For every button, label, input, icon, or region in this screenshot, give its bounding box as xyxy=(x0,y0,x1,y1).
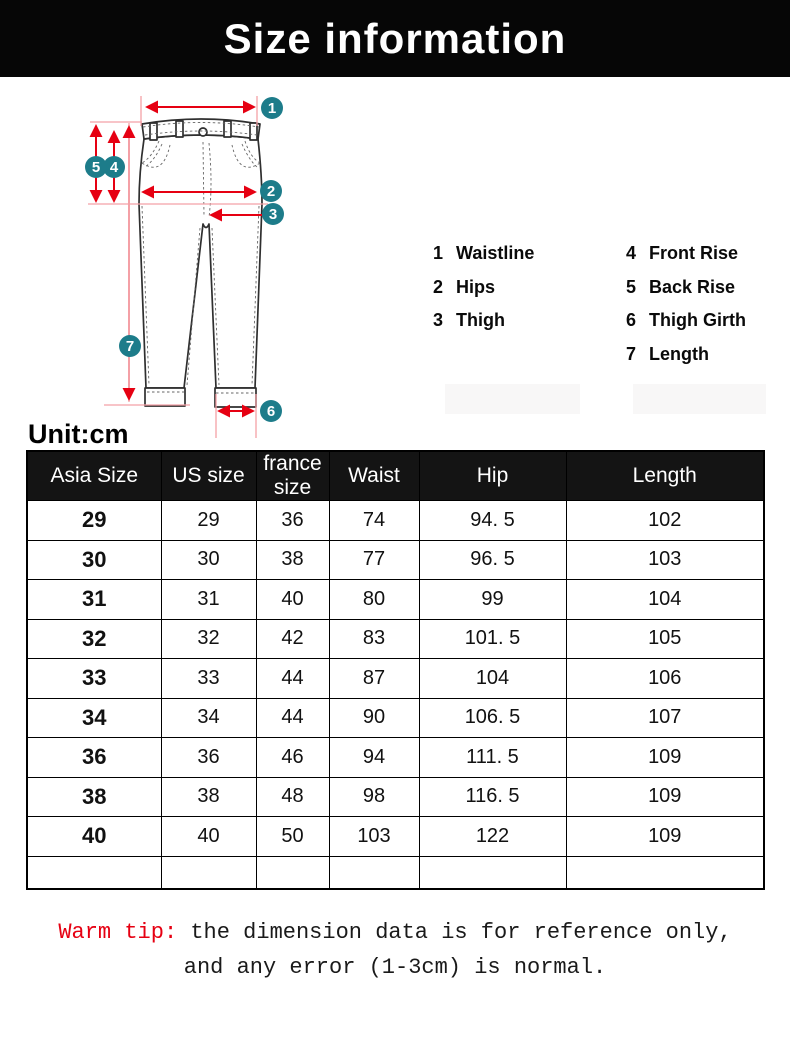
table-cell: 103 xyxy=(329,817,419,857)
table-cell: 40 xyxy=(256,580,329,620)
table-cell: 74 xyxy=(329,501,419,541)
table-cell: 50 xyxy=(256,817,329,857)
table-cell: 90 xyxy=(329,698,419,738)
column-header-waist: Waist xyxy=(329,451,419,501)
table-cell xyxy=(256,856,329,889)
table-cell: 99 xyxy=(419,580,566,620)
legend-item xyxy=(626,271,746,305)
table-row xyxy=(27,817,764,857)
unit-label: Unit:cm xyxy=(28,419,129,449)
table-cell: 32 xyxy=(161,619,256,659)
size-table-body xyxy=(27,501,764,889)
diagram-legend-right xyxy=(626,237,746,371)
legend-item-label: Front Rise xyxy=(649,243,739,264)
table-row xyxy=(27,659,764,699)
table-cell: 106 xyxy=(566,659,764,699)
table-row xyxy=(27,777,764,817)
warm-tip-label: Warm tip: xyxy=(58,920,178,945)
table-row xyxy=(27,698,764,738)
table-cell: 44 xyxy=(256,698,329,738)
table-cell: 102 xyxy=(566,501,764,541)
legend-item-number: 5 xyxy=(626,276,637,297)
table-cell: 29 xyxy=(161,501,256,541)
diagram-marker-front-rise: 4 xyxy=(103,156,125,178)
diagram-marker-thigh-girth: 6 xyxy=(260,400,282,422)
table-cell: 30 xyxy=(27,540,161,580)
title-bar xyxy=(0,0,790,77)
table-cell xyxy=(161,856,256,889)
legend-item-label: Thigh Girth xyxy=(649,310,746,331)
table-cell: 40 xyxy=(27,817,161,857)
table-cell: 38 xyxy=(256,540,329,580)
table-cell: 109 xyxy=(566,817,764,857)
table-cell: 34 xyxy=(161,698,256,738)
diagram-marker-back-rise: 5 xyxy=(85,156,107,178)
guide-lines xyxy=(88,96,268,438)
table-cell: 94. 5 xyxy=(419,501,566,541)
legend-item xyxy=(433,304,534,338)
legend-item-label: Back Rise xyxy=(649,276,736,297)
legend-item xyxy=(626,304,746,338)
column-header-hip: Hip xyxy=(419,451,566,501)
table-cell: 104 xyxy=(419,659,566,699)
column-header-us-size: US size xyxy=(161,451,256,501)
warm-tip xyxy=(0,915,790,985)
table-cell: 103 xyxy=(566,540,764,580)
table-cell: 33 xyxy=(161,659,256,699)
warm-tip-line1: the dimension data is for reference only, xyxy=(190,920,732,945)
table-header-row xyxy=(27,451,764,501)
table-cell: 77 xyxy=(329,540,419,580)
faint-watermark-box xyxy=(445,384,580,414)
diagram-marker-thigh: 3 xyxy=(262,203,284,225)
table-row xyxy=(27,856,764,889)
table-cell: 104 xyxy=(566,580,764,620)
table-cell: 96. 5 xyxy=(419,540,566,580)
legend-item-number: 6 xyxy=(626,310,637,331)
table-cell xyxy=(329,856,419,889)
table-cell: 94 xyxy=(329,738,419,778)
table-cell: 31 xyxy=(27,580,161,620)
table-cell: 38 xyxy=(161,777,256,817)
table-cell: 33 xyxy=(27,659,161,699)
diagram-marker-length: 7 xyxy=(119,335,141,357)
diagram-legend-left xyxy=(433,237,534,338)
table-cell: 111. 5 xyxy=(419,738,566,778)
table-cell: 107 xyxy=(566,698,764,738)
table-row xyxy=(27,580,764,620)
diagram-marker-waistline: 1 xyxy=(261,97,283,119)
table-cell: 40 xyxy=(161,817,256,857)
page-title: Size information xyxy=(223,14,567,62)
column-header-length: Length xyxy=(566,451,764,501)
legend-item-number: 3 xyxy=(433,310,444,331)
legend-item-number: 7 xyxy=(626,343,637,364)
size-table-header xyxy=(27,451,764,501)
table-cell: 122 xyxy=(419,817,566,857)
table-cell: 30 xyxy=(161,540,256,580)
table-cell: 32 xyxy=(27,619,161,659)
legend-item xyxy=(433,271,534,305)
table-cell xyxy=(27,856,161,889)
dimension-arrows xyxy=(96,107,262,411)
table-row xyxy=(27,501,764,541)
table-cell: 31 xyxy=(161,580,256,620)
table-cell: 36 xyxy=(256,501,329,541)
legend-item-label: Hips xyxy=(456,276,496,297)
table-cell: 29 xyxy=(27,501,161,541)
table-cell: 83 xyxy=(329,619,419,659)
table-cell xyxy=(419,856,566,889)
legend-item-number: 4 xyxy=(626,243,637,264)
legend-item-label: Waistline xyxy=(456,243,535,264)
column-header-asia-size: Asia Size xyxy=(27,451,161,501)
warm-tip-line2: and any error (1-3cm) is normal. xyxy=(183,955,607,980)
table-row xyxy=(27,540,764,580)
legend-item-label: Thigh xyxy=(456,310,505,331)
table-cell: 44 xyxy=(256,659,329,699)
pants-outline xyxy=(139,119,262,407)
size-table xyxy=(26,450,765,890)
legend-item-number: 1 xyxy=(433,243,444,264)
faint-watermark-box xyxy=(633,384,766,414)
legend-item xyxy=(433,237,534,271)
diagram-marker-hips: 2 xyxy=(260,180,282,202)
table-cell: 46 xyxy=(256,738,329,778)
legend-item xyxy=(626,338,746,372)
table-cell: 109 xyxy=(566,777,764,817)
legend-item xyxy=(626,237,746,271)
table-row xyxy=(27,738,764,778)
table-cell xyxy=(566,856,764,889)
table-cell: 116. 5 xyxy=(419,777,566,817)
column-header-france-size: france size xyxy=(256,451,329,501)
table-cell: 109 xyxy=(566,738,764,778)
table-cell: 106. 5 xyxy=(419,698,566,738)
table-cell: 105 xyxy=(566,619,764,659)
table-cell: 48 xyxy=(256,777,329,817)
table-row xyxy=(27,619,764,659)
table-cell: 80 xyxy=(329,580,419,620)
table-cell: 101. 5 xyxy=(419,619,566,659)
table-cell: 36 xyxy=(161,738,256,778)
table-cell: 38 xyxy=(27,777,161,817)
table-cell: 42 xyxy=(256,619,329,659)
table-cell: 36 xyxy=(27,738,161,778)
table-cell: 87 xyxy=(329,659,419,699)
table-cell: 98 xyxy=(329,777,419,817)
legend-item-label: Length xyxy=(649,343,709,364)
pants-stitching xyxy=(142,123,260,394)
table-cell: 34 xyxy=(27,698,161,738)
legend-item-number: 2 xyxy=(433,276,444,297)
